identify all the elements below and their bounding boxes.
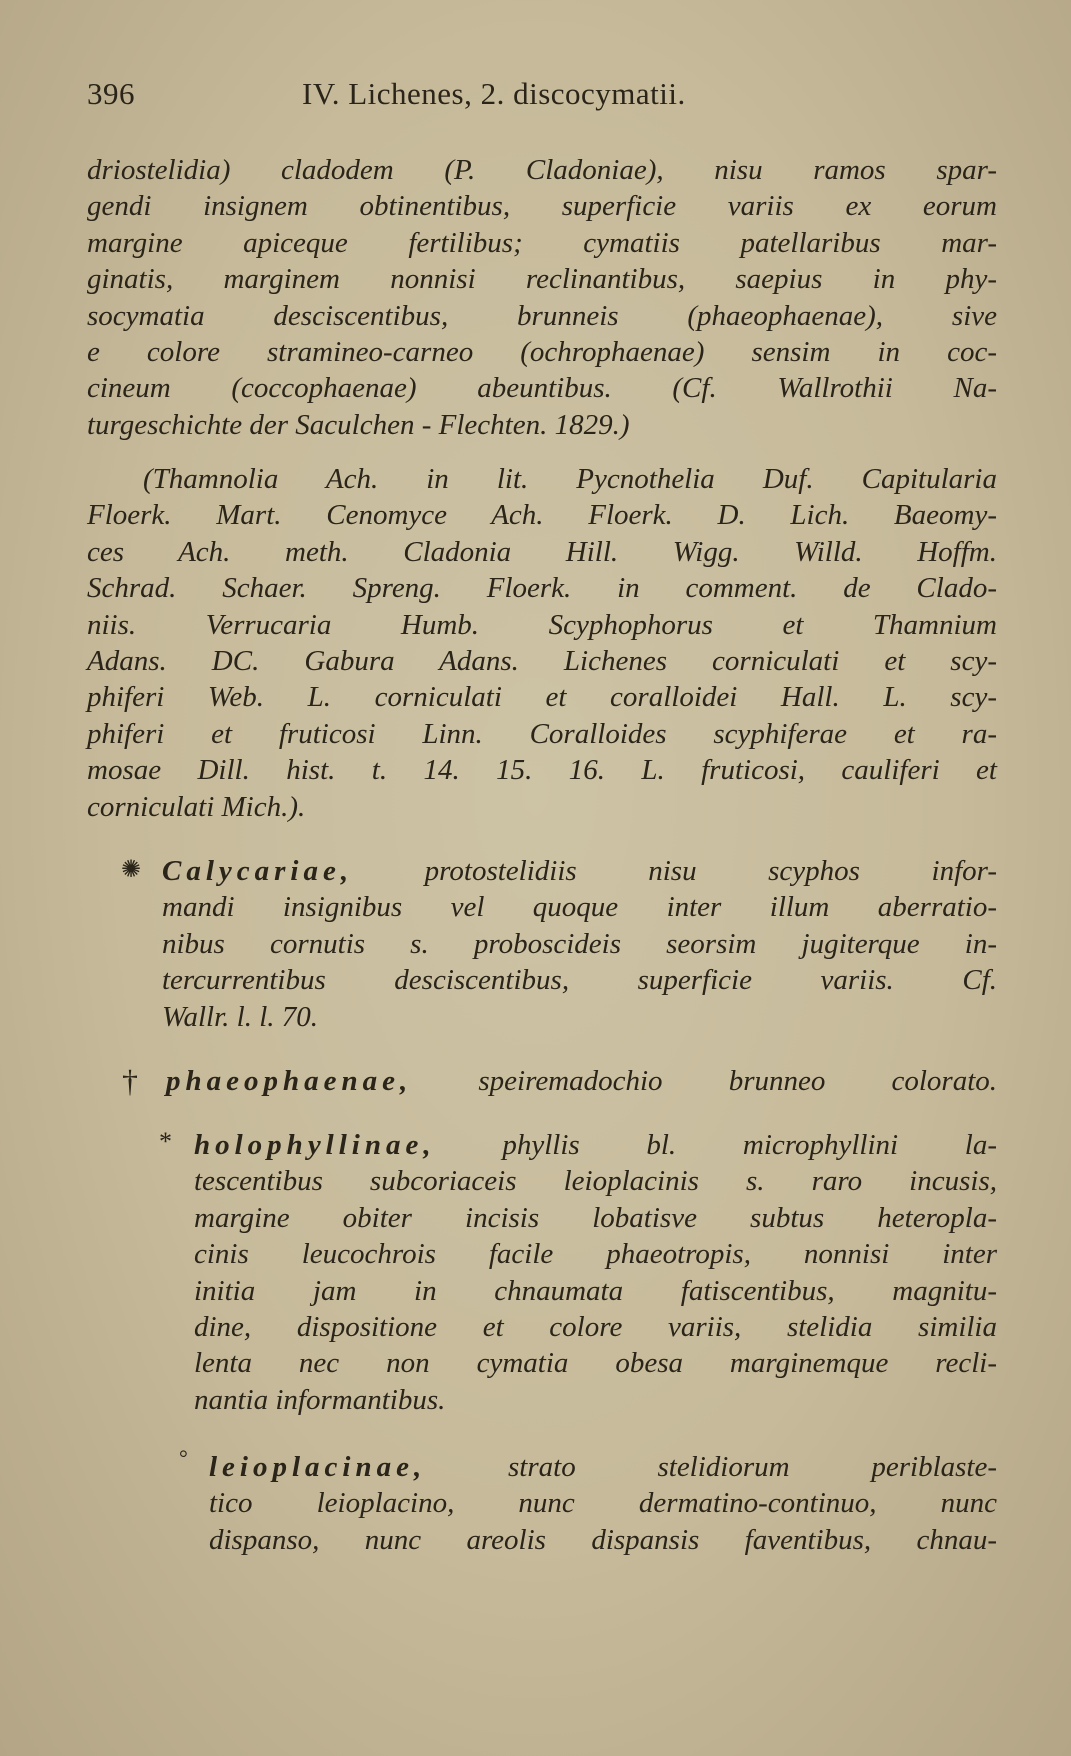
paragraph-cladonia-description bbox=[87, 152, 997, 443]
text-line: e colore stramineo-carneo (ochrophaenae) sensim in coc- bbox=[87, 335, 997, 368]
text-line: nantia informantibus. bbox=[194, 1383, 446, 1416]
text-line: turgeschichte der Saculchen - Flechten. 1829.) bbox=[87, 408, 630, 441]
text-line: tescentibus subcoriaceis leioplacinis s. raro incusis, bbox=[194, 1165, 997, 1198]
section-term: leioplacinae, bbox=[209, 1451, 427, 1483]
text-line: mosae Dill. hist. t. 14. 15. 16. L. fruticosi, cauliferi et bbox=[87, 754, 997, 787]
paragraph-synonyms bbox=[87, 461, 997, 825]
text-line: Adans. DC. Gabura Adans. Lichenes corniculati et scy- bbox=[87, 644, 997, 677]
text-span: phyllis bl. microphyllini la- bbox=[502, 1129, 998, 1161]
running-head: IV. Lichenes, 2. discocymatii. bbox=[302, 76, 686, 111]
text-line: Schrad. Schaer. Spreng. Floerk. in comment. de Clado- bbox=[87, 572, 997, 605]
text-line: mandi insignibus vel quoque inter illum aberratio- bbox=[162, 891, 997, 924]
text-span: strato stelidiorum periblaste- bbox=[508, 1451, 998, 1483]
text-line: lenta nec non cymatia obesa marginemque recli- bbox=[194, 1347, 997, 1380]
text-line: (Thamnolia Ach. in lit. Pycnothelia Duf. Capitularia bbox=[143, 463, 997, 495]
text-line: ces Ach. meth. Cladonia Hill. Wigg. Willd. Hoffm. bbox=[87, 535, 997, 568]
text-line: dine, dispositione et colore variis, stelidia similia bbox=[194, 1310, 997, 1343]
text-line: tico leioplacino, nunc dermatino-continuo, nunc bbox=[209, 1487, 997, 1520]
text-line: corniculati Mich.). bbox=[87, 790, 306, 823]
text-line: niis. Verrucaria Humb. Scyphophorus et Thamnium bbox=[87, 608, 997, 641]
text-line: Floerk. Mart. Cenomyce Ach. Floerk. D. Lich. Baeomy- bbox=[87, 499, 997, 532]
page-number: 396 bbox=[87, 76, 135, 111]
text-line: phiferi et fruticosi Linn. Coralloides scyphiferae et ra- bbox=[87, 717, 997, 750]
text-line: initia jam in chnaumata fatiscentibus, magnitu- bbox=[194, 1274, 997, 1307]
section-term: phaeophaenae, bbox=[166, 1065, 413, 1097]
text-span: protostelidiis nisu scyphos infor- bbox=[424, 855, 997, 887]
section-leioplacinae bbox=[179, 1445, 998, 1558]
text-line bbox=[194, 1127, 997, 1163]
section-calycariae bbox=[121, 853, 997, 1035]
section-term: Calycariae, bbox=[162, 855, 354, 887]
text-line bbox=[209, 1449, 997, 1485]
section-phaeophaenae bbox=[122, 1063, 997, 1099]
text-line: phiferi Web. L. corniculati et coralloidei Hall. L. scy- bbox=[87, 681, 997, 714]
text-line: cineum (coccophaenae) abeuntibus. (Cf. Wallrothii Na- bbox=[87, 372, 997, 405]
text-line: gendi insignem obtinentibus, superficie variis ex eorum bbox=[87, 190, 997, 223]
text-line bbox=[166, 1063, 997, 1099]
text-line: ginatis, marginem nonnisi reclinantibus, saepius in phy- bbox=[87, 263, 997, 296]
text-line: nibus cornutis s. proboscideis seorsim jugiterque in- bbox=[162, 927, 997, 960]
asterisk-icon: * bbox=[159, 1127, 172, 1156]
text-line bbox=[162, 853, 997, 889]
text-span: speiremadochio brunneo colorato. bbox=[478, 1065, 997, 1097]
text-line: Wallr. l. l. 70. bbox=[162, 1000, 319, 1033]
dagger-icon: † bbox=[122, 1063, 138, 1099]
text-line: driostelidia) cladodem (P. Cladoniae), nisu ramos spar- bbox=[87, 154, 997, 186]
degree-icon: ° bbox=[179, 1445, 188, 1470]
text-line: tercurrentibus desciscentibus, superficie variis. Cf. bbox=[162, 964, 997, 997]
text-line: socymatia desciscentibus, brunneis (phaeophaenae), sive bbox=[87, 299, 997, 332]
text-line: dispanso, nunc areolis dispansis faventibus, chnau- bbox=[209, 1523, 997, 1556]
text-line: cinis leucochrois facile phaeotropis, nonnisi inter bbox=[194, 1238, 997, 1271]
section-term: holophyllinae, bbox=[194, 1129, 436, 1161]
section-holophyllinae bbox=[159, 1127, 998, 1418]
sun-symbol-icon: ✺ bbox=[121, 857, 142, 883]
text-line: margine obiter incisis lobatisve subtus heteropla- bbox=[194, 1201, 997, 1234]
text-line: margine apiceque fertilibus; cymatiis patellaribus mar- bbox=[87, 226, 997, 259]
